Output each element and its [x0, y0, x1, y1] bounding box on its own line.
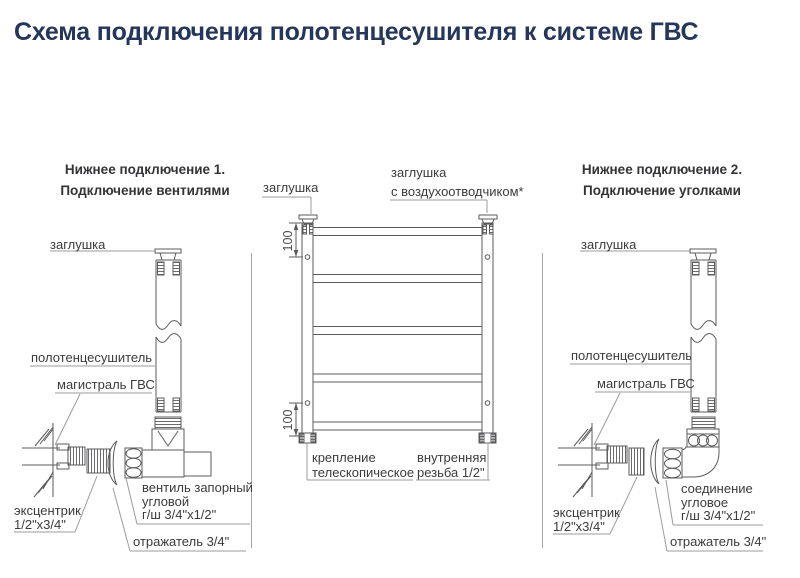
center-dim-bottom-label: 100	[281, 409, 295, 431]
divider-lines	[252, 253, 543, 548]
left-angle-valve	[125, 417, 211, 478]
center-posts	[302, 223, 493, 443]
left-cap-plug	[155, 249, 181, 260]
left-label-towel-rail: полотенцесушитель	[31, 350, 153, 365]
center-mount-holes	[305, 255, 490, 406]
left-label-cap: заглушка	[50, 237, 106, 252]
left-label-valve: вентиль запорный угловой г/ш 3/4"х1/2"	[142, 480, 253, 522]
left-label-reflector: отражатель 3/4"	[133, 534, 230, 549]
left-label-eccentric: эксцентрик 1/2"х3/4"	[14, 503, 81, 532]
left-wall	[34, 423, 53, 497]
right-eccentric	[607, 446, 644, 475]
left-wall-pipe	[22, 444, 69, 469]
right-diagram-drawing	[558, 249, 719, 497]
page-title: Схема подключения полотенцесушителя к системе ГВС	[14, 18, 699, 46]
right-section-header-line2: Подключение уголками	[583, 183, 741, 198]
right-towel-rail-pipe	[691, 260, 716, 412]
right-wall-pipe	[558, 444, 608, 469]
center-towel-rail-drawing	[289, 215, 497, 443]
right-label-main: магистраль ГВС	[597, 376, 695, 391]
left-section-header-line2: Подключение вентилями	[60, 183, 230, 198]
left-section-header-line1: Нижнее подключение 1.	[64, 162, 226, 177]
center-feet	[299, 433, 496, 443]
center-label-cap-air-vent: заглушка с воздухоотводчиком*	[391, 165, 524, 199]
center-dim-top-label: 100	[281, 230, 295, 252]
center-label-thread: внутренняя резьба 1/2"	[417, 450, 487, 480]
right-label-eccentric: эксцентрик 1/2"х3/4"	[553, 505, 620, 534]
left-diagram-drawing	[22, 249, 211, 497]
center-label-mount: крепление телескопическое	[312, 450, 415, 480]
right-angle-union	[663, 417, 719, 478]
right-reflector	[651, 439, 659, 484]
right-section-header-line1: Нижнее подключение 2.	[581, 162, 743, 177]
right-label-reflector: отражатель 3/4"	[670, 534, 767, 549]
right-cap-plug	[690, 249, 716, 260]
center-label-cap-left: заглушка	[263, 180, 319, 195]
right-wall	[573, 423, 592, 497]
right-label-cap: заглушка	[581, 237, 637, 252]
center-rungs	[313, 228, 482, 431]
left-label-main: магистраль ГВС	[57, 377, 155, 392]
right-label-towel-rail: полотенцесушитель	[571, 348, 693, 363]
right-label-elbow: соединение угловое г/ш 3/4"х1/2"	[681, 481, 756, 523]
left-towel-rail-pipe	[156, 260, 181, 412]
left-eccentric	[68, 447, 110, 473]
